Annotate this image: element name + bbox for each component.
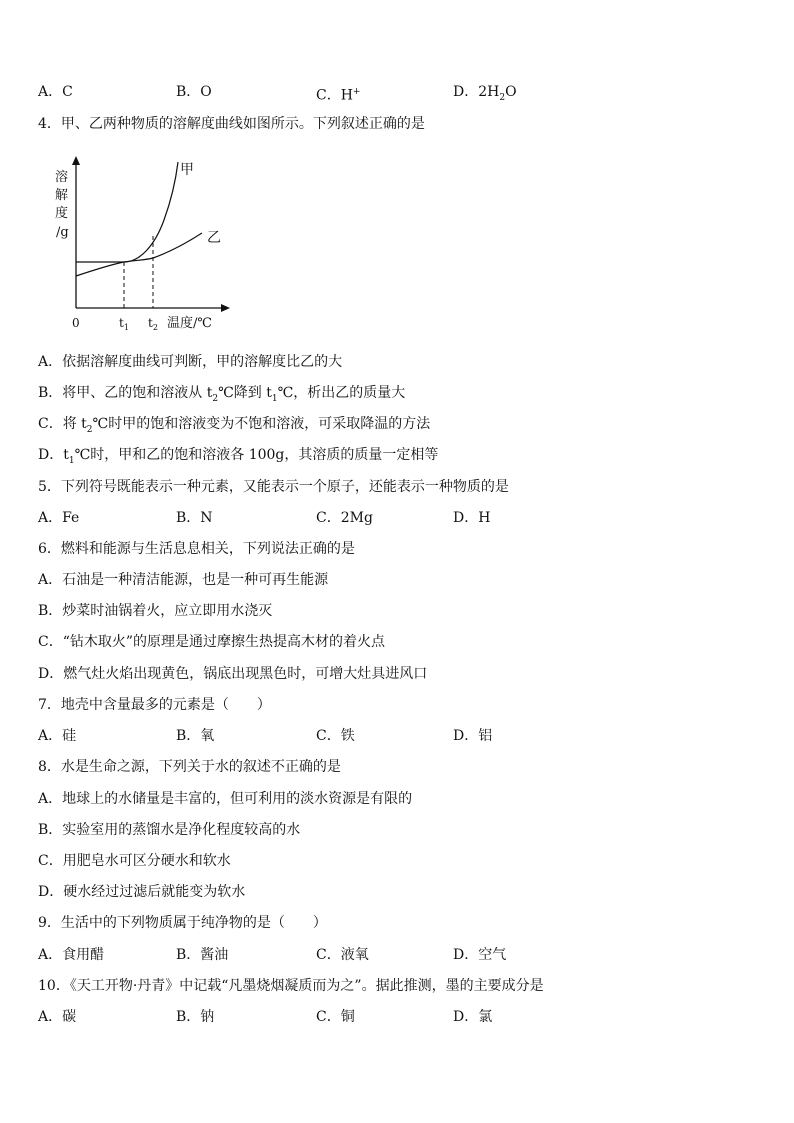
q9-option-b: B．酱油 [176,947,229,963]
q8-option-b: B．实验室用的蒸馏水是净化程度较高的水 [38,822,301,838]
q6-option-b: B．炒菜时油锅着火，应立即用水浇灭 [38,603,273,619]
q6-option-d: D．燃气灶火焰出现黄色，锅底出现黑色时，可增大灶具进风口 [38,666,428,682]
q4-option-b: B．将甲、乙的饱和溶液从 $t_2℃$降到 $t_1℃$，析出乙的质量大 [38,385,406,404]
q5-stem: 5．下列符号既能表示一种元素，又能表示一个原子，还能表示一种物质的是 [38,479,509,495]
x-axis-label: 温度/℃ [167,316,212,331]
series-yi-curve [76,233,202,276]
x-axis-arrow [221,304,230,312]
t2-label: $t_2$ [148,316,158,332]
q7-option-c: C．铁 [316,728,355,744]
t1-label: $t_1$ [119,316,129,332]
q4-option-c: C．将 $t_2℃$时甲的饱和溶液变为不饱和溶液，可采取降温的方法 [38,416,431,435]
y-label-2: 解 [55,188,69,203]
q7-option-d: D．铝 [453,728,493,744]
q10-stem: 10．《天工开物·丹青》中记载“凡墨烧烟凝质而为之”。据此推测，墨的主要成分是 [38,978,544,994]
solubility-chart [40,150,240,340]
series-yi-label: 乙 [207,230,221,246]
q3-option-c: C．H+ [316,87,361,104]
y-axis-arrow [72,156,80,165]
q3-option-b: B．O [176,84,212,100]
y-label-3: 度 [55,206,69,221]
q10-option-a: A．碳 [38,1009,77,1025]
origin-label: 0 [72,316,80,330]
q10-option-c: C．铜 [316,1009,355,1025]
series-jia-label: 甲 [180,162,194,178]
q8-option-a: A．地球上的水储量是丰富的，但可利用的淡水资源是有限的 [38,791,413,807]
q6-option-a: A．石油是一种清洁能源，也是一种可再生能源 [38,572,329,588]
q9-stem: 9．生活中的下列物质属于纯净物的是（ ） [38,915,327,931]
q8-stem: 8．水是生命之源，下列关于水的叙述不正确的是 [38,759,341,775]
q8-option-c: C．用肥皂水可区分硬水和软水 [38,853,231,869]
q4-option-a: A．依据溶解度曲线可判断，甲的溶解度比乙的大 [38,354,343,370]
q8-option-d: D．硬水经过过滤后就能变为软水 [38,884,246,900]
q4-stem: 4．甲、乙两种物质的溶解度曲线如图所示。下列叙述正确的是 [38,116,425,132]
q7-option-b: B．氧 [176,728,215,744]
q3-option-d: D．$2H_2O$ [453,84,517,103]
q7-option-a: A．硅 [38,728,77,744]
y-label-1: 溶 [55,170,69,185]
q5-option-d: D．H [453,510,491,526]
q9-option-c: C．液氧 [316,947,369,963]
q5-option-a: A．Fe [38,510,80,526]
q5-option-c: C．2Mg [316,510,373,526]
q6-option-c: C．“钻木取火”的原理是通过摩擦生热提高木材的着火点 [38,634,386,650]
q10-option-b: B．钠 [176,1009,215,1025]
q9-option-a: A．食用醋 [38,947,105,963]
q7-stem: 7．地壳中含量最多的元素是（ ） [38,697,271,713]
q6-stem: 6．燃料和能源与生活息息相关，下列说法正确的是 [38,541,355,557]
series-jia-curve [76,162,178,262]
q9-option-d: D．空气 [453,947,507,963]
q5-option-b: B．N [176,510,213,526]
q10-option-d: D．氯 [453,1009,493,1025]
q3-option-a: A．C [38,84,73,100]
y-label-4: /g [56,225,69,240]
q4-option-d: D．$t_1℃$时，甲和乙的饱和溶液各 100g，其溶质的质量一定相等 [38,447,439,466]
